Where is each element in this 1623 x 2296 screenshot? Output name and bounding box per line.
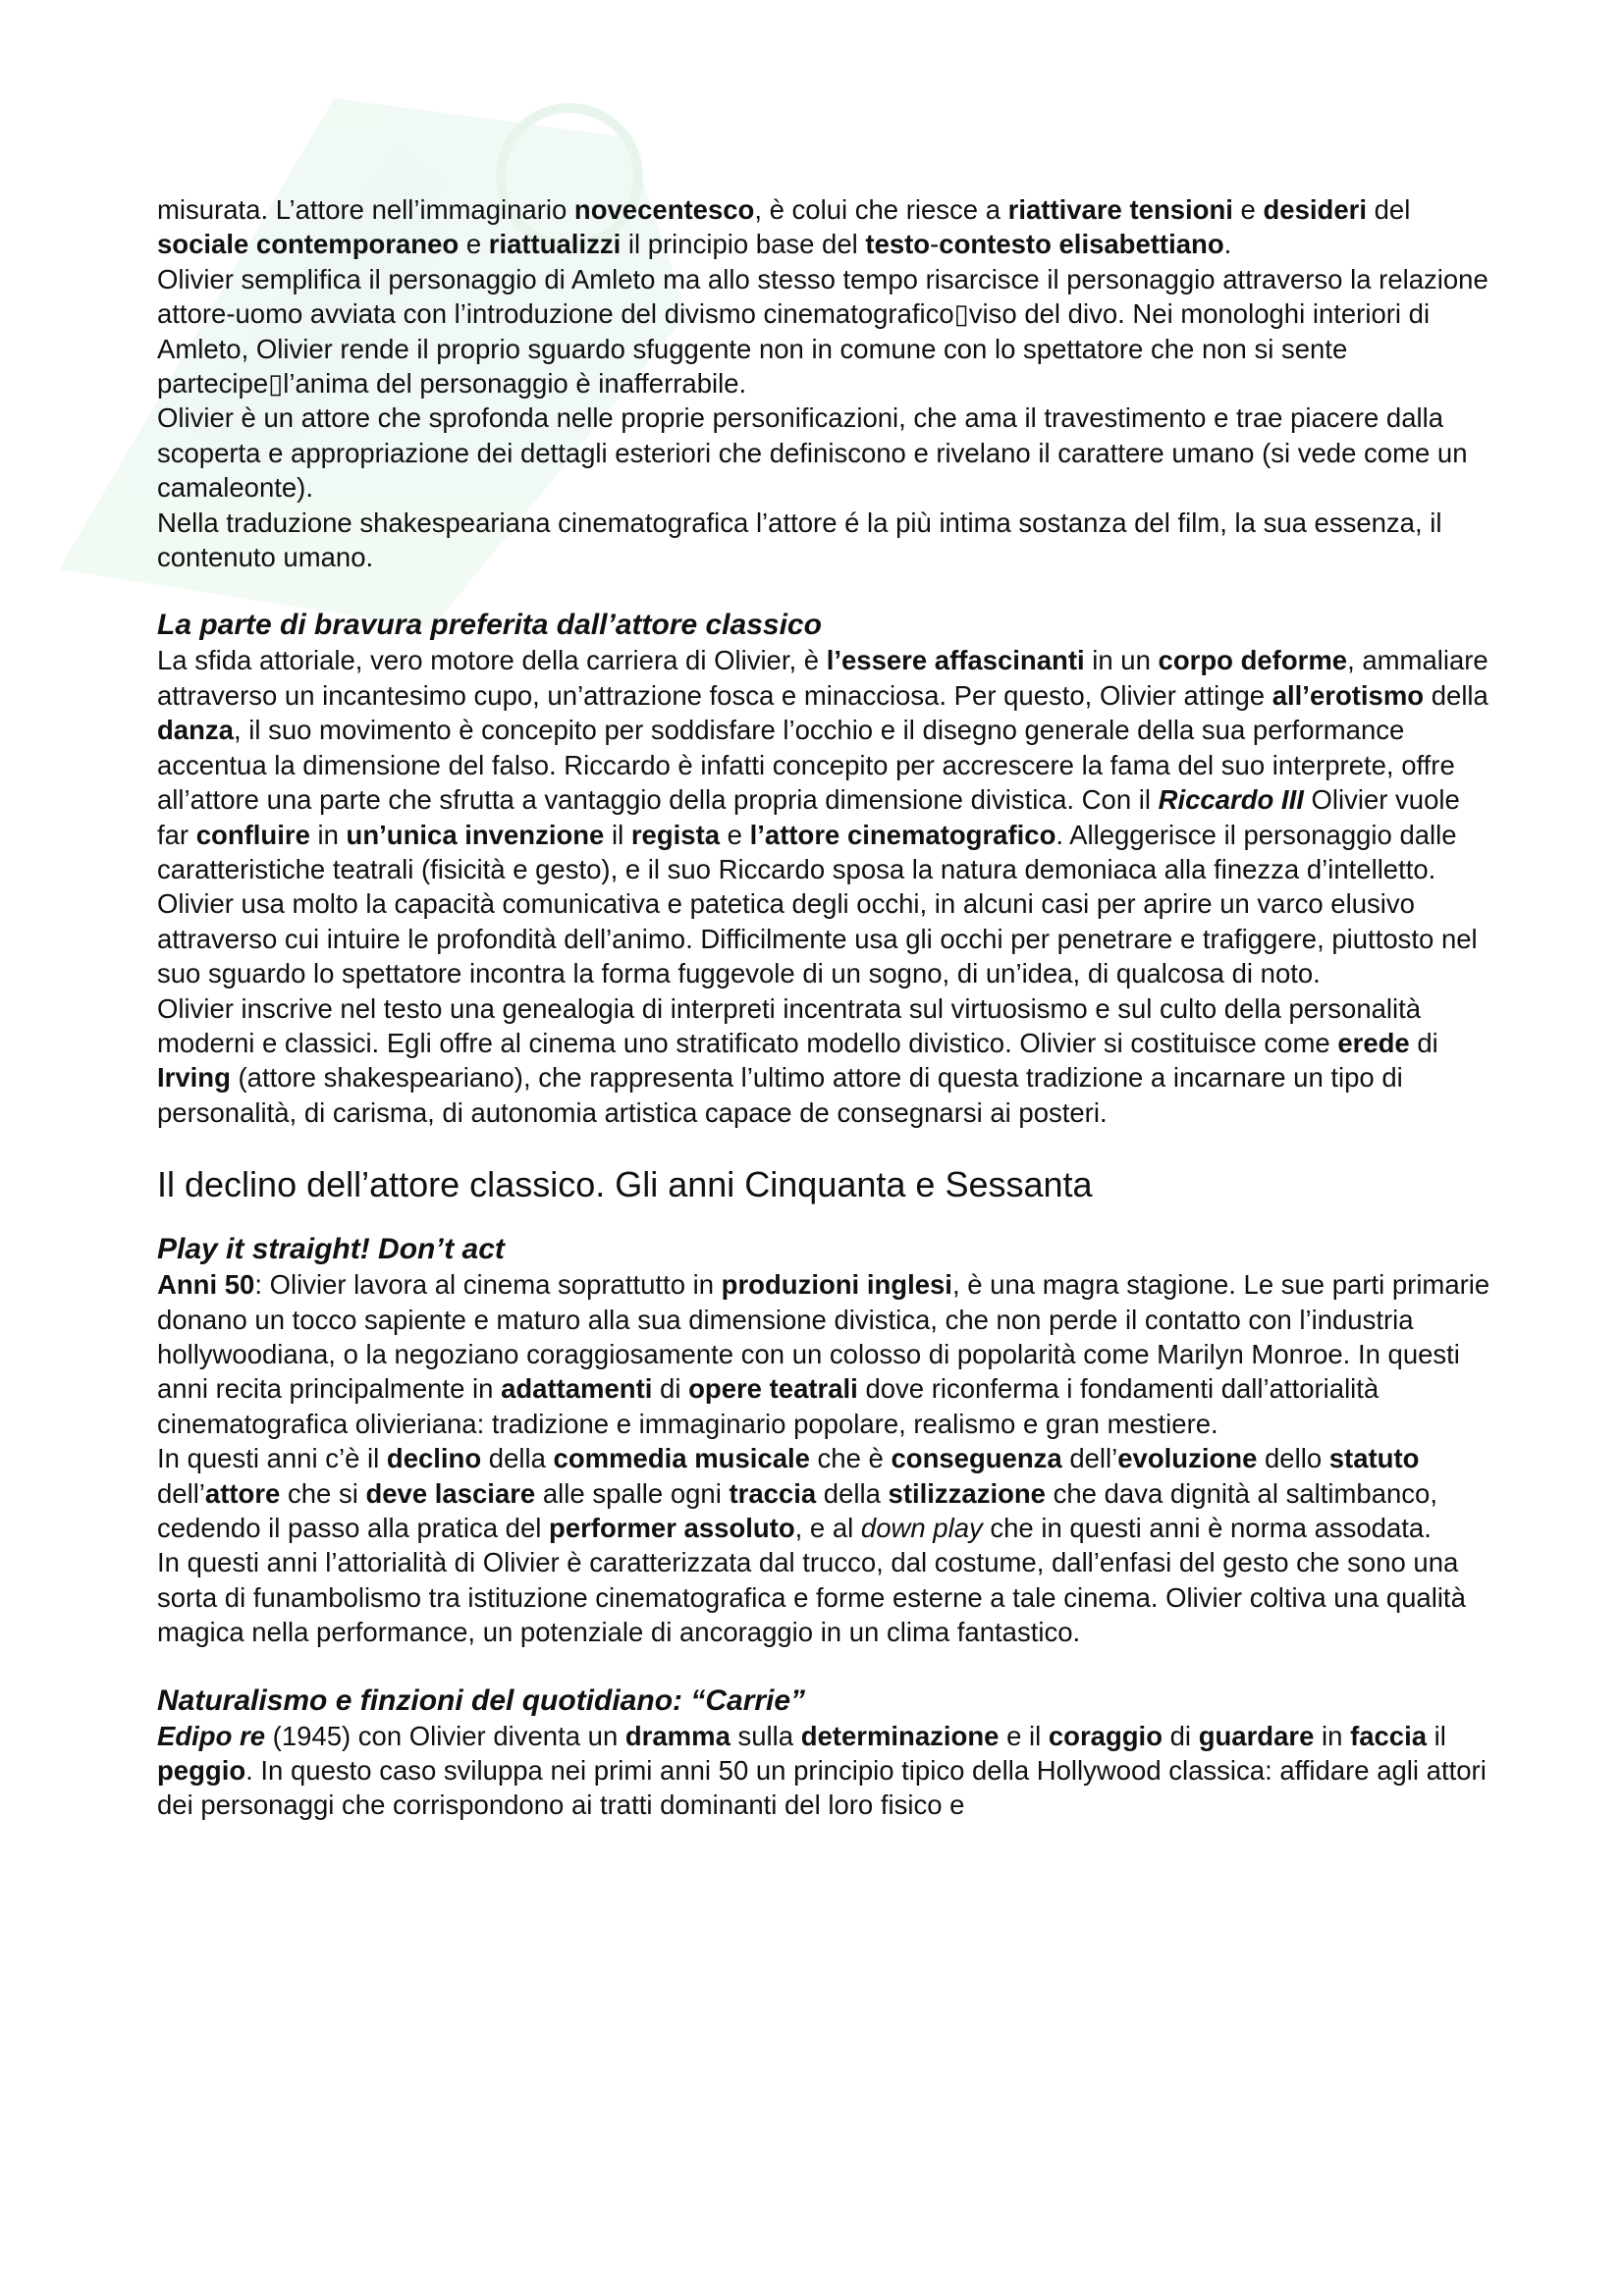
text-run: il	[1427, 1720, 1446, 1751]
text-run: peggio	[157, 1755, 246, 1787]
text-run: il	[604, 819, 631, 850]
text-run: stilizzazione	[888, 1477, 1046, 1509]
text-run: , e al	[794, 1513, 861, 1543]
text-run: in	[309, 819, 347, 850]
text-run: produzioni inglesi	[721, 1269, 952, 1301]
text-run: statuto	[1328, 1443, 1420, 1474]
text-run: riattivare tensioni	[1007, 194, 1233, 225]
text-run: , il suo movimento è concepito per soddisfare l’occhio e il disegno generale della sua performance accentua la dimensione del falso. Riccardo è infatti concepito per accrescere la fama del suo interprete, offre all’attore una parte che sfrutta a vantaggio della propria dimensione divistica. Con il	[157, 715, 1455, 816]
text-run: che in questi anni è norma assodata.	[982, 1513, 1432, 1543]
text-run: conseguenza	[891, 1443, 1062, 1474]
text-run: Irving	[157, 1062, 231, 1094]
text-run: commedia musicale	[553, 1443, 810, 1474]
text-run: : Olivier lavora al cinema soprattutto in	[254, 1269, 722, 1301]
heading-play-it-straight: Play it straight! Don’t act	[157, 1233, 505, 1266]
text-run: guardare	[1198, 1720, 1315, 1751]
paragraph-10: In questi anni l’attorialità di Olivier è caratterizzata dal trucco, dal costume, dall’enfasi del gesto che sono una sorta di funambolismo tra istituzione cinematografica e forme esterne a tale cinema. Olivier coltiva una qualità magica nella performance, un potenziale di ancoraggio in un clima fantastico.	[157, 1547, 1466, 1648]
text-run: Olivier inscrive nel testo una genealogia di interpreti incentrata sul virtuosismo e sul culto della personalità moderni e classici. Egli offre al cinema uno stratificato modello divistico. Olivier si costituisce come	[157, 992, 1422, 1058]
text-run: . Alleggerisce il personaggio dalle caratteristiche teatrali (fisicità e gesto), e il suo Riccardo sposa la natura demoniaca alla finezza d’intelletto.	[157, 819, 1457, 884]
text-run: alle spalle ogni	[535, 1477, 730, 1509]
text-run: down play	[860, 1513, 983, 1543]
text-run: erede	[1337, 1027, 1410, 1058]
paragraph-8	[157, 1267, 1492, 1441]
text-run: Anni 50	[157, 1269, 255, 1301]
text-run: (1945) con Olivier diventa un	[265, 1720, 625, 1751]
text-run: l’attore cinematografico	[749, 819, 1056, 850]
text-run: declino	[386, 1443, 482, 1474]
text-run: In questi anni c’è il	[157, 1443, 387, 1474]
paragraph-4: Nella traduzione shakespeariana cinematografica l’attore é la più intima sostanza del film, la sua essenza, il contenuto umano.	[157, 507, 1442, 573]
paragraph-1	[157, 192, 1492, 262]
text-run: e il	[999, 1720, 1049, 1751]
text-run: attore	[204, 1477, 281, 1509]
text-run: , è colui che riesce a	[754, 194, 1008, 225]
text-run: all’erotismo	[1271, 679, 1425, 711]
text-run: di	[1163, 1720, 1199, 1751]
text-run: regista	[630, 819, 721, 850]
text-run: testo	[865, 229, 931, 260]
heading-naturalismo: Naturalismo e finzioni del quotidiano: “Carrie”	[157, 1683, 806, 1717]
text-run: danza	[157, 715, 234, 746]
text-run: e	[720, 819, 750, 850]
text-run: riattualizzi	[488, 229, 622, 260]
text-run: Olivier vuole far	[157, 784, 1460, 850]
paragraph-7	[157, 991, 1492, 1131]
text-run: dramma	[624, 1720, 730, 1751]
text-run: dello	[1257, 1443, 1329, 1474]
paragraph-2: Olivier semplifica il personaggio di Amleto ma allo stesso tempo risarcisce il personaggio attraverso la relazione attore-uomo avviata con l’introduzione del divismo cinematografico▯viso del divo. Nei monologhi interiori di Amleto, Olivier rende il proprio sguardo sfuggente non in comune con lo spettatore che non si sente partecipe▯l’anima del personaggio è inafferrabile.	[157, 263, 1488, 400]
text-run: determinazione	[800, 1720, 1000, 1751]
text-run: novecentesco	[573, 194, 755, 225]
text-run: corpo deforme	[1158, 645, 1348, 676]
text-run: e	[459, 229, 489, 260]
paragraph-5	[157, 643, 1492, 886]
text-run: di	[1409, 1027, 1438, 1058]
text-run: dell’	[1061, 1443, 1118, 1474]
text-run: faccia	[1350, 1720, 1428, 1751]
heading-bravura: La parte di bravura preferita dall’attore classico	[157, 609, 822, 642]
text-run: deve lasciare	[365, 1477, 536, 1509]
text-run: sulla	[730, 1720, 801, 1751]
text-run: , è una magra stagione. Le sue parti primarie donano un tocco sapiente e maturo alla sua dimensione divistica, che non perde il contatto con l’industria hollywoodiana, o la negoziano coraggiosamente con un colosso di popolarità come Marilyn Monroe. In questi anni recita principalmente in	[157, 1269, 1490, 1405]
text-run: . In questo caso sviluppa nei primi anni 50 un principio tipico della Hollywood classica: affidare agli attori dei personaggi che corrispondono ai tratti dominanti del loro fisico e	[157, 1755, 1487, 1821]
text-run: in un	[1084, 645, 1159, 676]
text-run: traccia	[729, 1477, 817, 1509]
text-run: che si	[280, 1477, 366, 1509]
document-page	[157, 192, 1492, 1823]
text-run: della	[1424, 679, 1488, 711]
text-run: di	[652, 1373, 689, 1405]
text-run: contesto elisabettiano	[939, 229, 1224, 260]
heading-declino: Il declino dell’attore classico. Gli anni Cinquanta e Sessanta	[157, 1164, 1093, 1205]
paragraph-3: Olivier è un attore che sprofonda nelle proprie personificazioni, che ama il travestimento e trae piacere dalla scoperta e appropriazione dei dettagli esteriori che definiscono e rivelano il carattere umano (si vede come un camaleonte).	[157, 402, 1468, 504]
text-run: , ammaliare attraverso un incantesimo cupo, un’attrazione fosca e minacciosa. Per questo, Olivier attinge	[157, 645, 1488, 711]
text-run: che è	[809, 1443, 892, 1474]
text-run: in	[1314, 1720, 1351, 1751]
text-run: performer assoluto	[549, 1513, 795, 1543]
text-run: dell’	[157, 1477, 205, 1509]
text-run: il principio base del	[621, 229, 866, 260]
text-run: -	[930, 229, 940, 260]
text-run: La sfida attoriale, vero motore della carriera di Olivier, è	[157, 645, 827, 676]
text-run: (attore shakespeariano), che rappresenta l’ultimo attore di questa tradizione a incarnare un tipo di personalità, di carisma, di autonomia artistica capace de consegnarsi ai posteri.	[157, 1062, 1403, 1128]
text-run: che dava dignità al saltimbanco, cedendo il passo alla pratica del	[157, 1477, 1437, 1543]
text-run: adattamenti	[501, 1373, 653, 1405]
paragraph-11	[157, 1719, 1492, 1823]
text-run: coraggio	[1048, 1720, 1163, 1751]
paragraph-6: Olivier usa molto la capacità comunicativa e patetica degli occhi, in alcuni casi per aprire un varco elusivo attraverso cui intuire le profondità dell’animo. Difficilmente usa gli occhi per penetrare e trafiggere, piuttosto nel suo sguardo lo spettatore incontra la forma fuggevole di un sogno, di un’idea, di qualcosa di noto.	[157, 888, 1478, 989]
text-run: della	[816, 1477, 889, 1509]
paragraph-9	[157, 1441, 1492, 1545]
text-run: desideri	[1263, 194, 1367, 225]
text-run: misurata. L’attore nell’immaginario	[157, 194, 574, 225]
text-run: l’essere affascinanti	[826, 645, 1085, 676]
text-run: un’unica invenzione	[346, 819, 605, 850]
text-run: sociale contemporaneo	[157, 229, 460, 260]
text-run: .	[1223, 229, 1232, 260]
text-run: dove riconferma i fondamenti dall’attorialità cinematografica olivieriana: tradizione e immaginario popolare, realismo e gran mestiere.	[157, 1373, 1380, 1439]
text-run: confluire	[195, 819, 310, 850]
text-run: Riccardo III	[1158, 784, 1304, 816]
text-run: e	[1232, 194, 1264, 225]
text-run: opere teatrali	[688, 1373, 858, 1405]
text-run: del	[1366, 194, 1411, 225]
text-run: Edipo re	[157, 1720, 266, 1751]
text-run: della	[481, 1443, 554, 1474]
text-run: evoluzione	[1117, 1443, 1258, 1474]
